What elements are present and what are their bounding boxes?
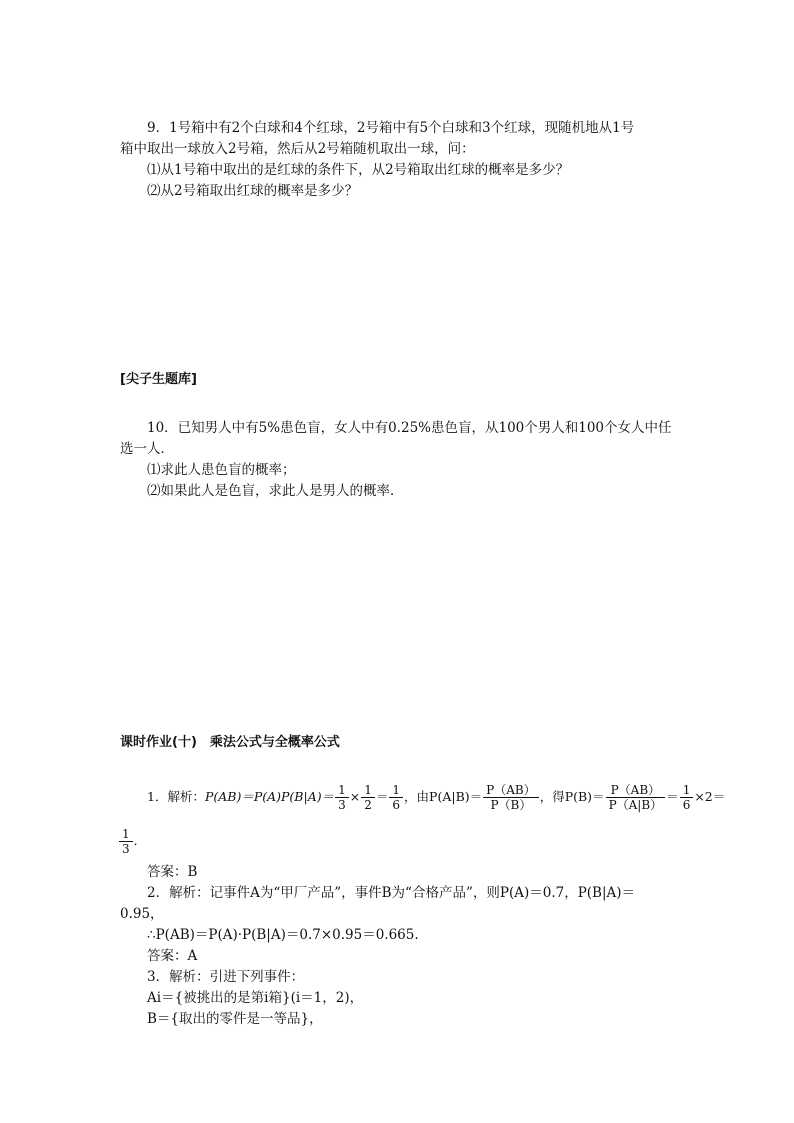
- equals-sign: ＝: [375, 789, 389, 804]
- section-title: [尖子生题库]: [120, 372, 197, 387]
- sol1-mid2: ，得P(B)＝: [539, 789, 605, 804]
- frac-6: $\frac{1}{6}$: [680, 783, 694, 812]
- q9-line-1: 9．1号箱中有2个白球和4个红球，2号箱中有5个白球和3个红球，现随机地从1号: [147, 120, 635, 136]
- sol2-line-1: 2．解析：记事件A为“甲厂产品”，事件B为“合格产品”，则P(A)＝0.7，P(B|A)＝: [147, 885, 636, 901]
- sol2-answer: 答案：A: [147, 948, 198, 964]
- sol2-line-3: ∴P(AB)＝P(A)·P(B|A)＝0.7×0.95＝0.665.: [147, 927, 419, 943]
- frac-5: $\frac{P(AB)}{P(A|B)}$: [606, 783, 666, 812]
- q10-sub-2: ⑵如果此人是色盲，求此人是男人的概率．: [147, 483, 404, 499]
- frac-2: $\frac{1}{2}$: [361, 783, 375, 812]
- sol1-answer: 答案：B: [147, 864, 198, 880]
- q9-line-2: 箱中取出一球放入2号箱，然后从2号箱随机取出一球，问：: [120, 141, 475, 157]
- q10-line-2: 选一人．: [120, 441, 174, 457]
- homework-title: 课时作业(十) 乘法公式与全概率公式: [120, 735, 340, 750]
- sol1-result: [118, 823, 146, 859]
- sol3-line-3: B＝{取出的零件是一等品}，: [147, 1011, 323, 1027]
- equals-sign-2: ＝: [666, 789, 679, 804]
- times-sign: ×: [349, 789, 361, 804]
- frac-1: $\frac{1}{3}$: [335, 783, 349, 812]
- sol3-line-1: 3．解析：引进下列事件：: [147, 969, 305, 985]
- sol1-equation: [147, 777, 725, 817]
- q9-sub-2: ⑵从2号箱取出红球的概率是多少？: [147, 183, 359, 199]
- sol1-end: ．: [133, 833, 147, 848]
- sol1-tail: ×2＝: [694, 789, 726, 804]
- sol2-line-2: 0.95，: [120, 906, 164, 922]
- sol1-lead: 1．解析：: [147, 789, 205, 804]
- q9-sub-1: ⑴从1号箱中取出的是红球的条件下，从2号箱取出红球的概率是多少？: [147, 162, 570, 178]
- q10-line-1: 10．已知男人中有5%患色盲，女人中有0.25%患色盲，从100个男人和100个女人中任: [147, 420, 672, 436]
- sol1-pab: P(AB)＝P(A)P(B|A)＝: [204, 789, 335, 804]
- frac-3: $\frac{1}{6}$: [389, 783, 403, 812]
- sol1-mid: ，由P(A|B)＝: [404, 789, 483, 804]
- q10-sub-1: ⑴求此人患色盲的概率；: [147, 462, 296, 478]
- sol3-line-2: Ai＝{被挑出的是第i箱}(i＝1，2)，: [147, 990, 364, 1006]
- frac-4: $\frac{P(AB)}{P(B)}$: [483, 783, 539, 812]
- frac-7: $\frac{1}{3}$: [119, 827, 133, 856]
